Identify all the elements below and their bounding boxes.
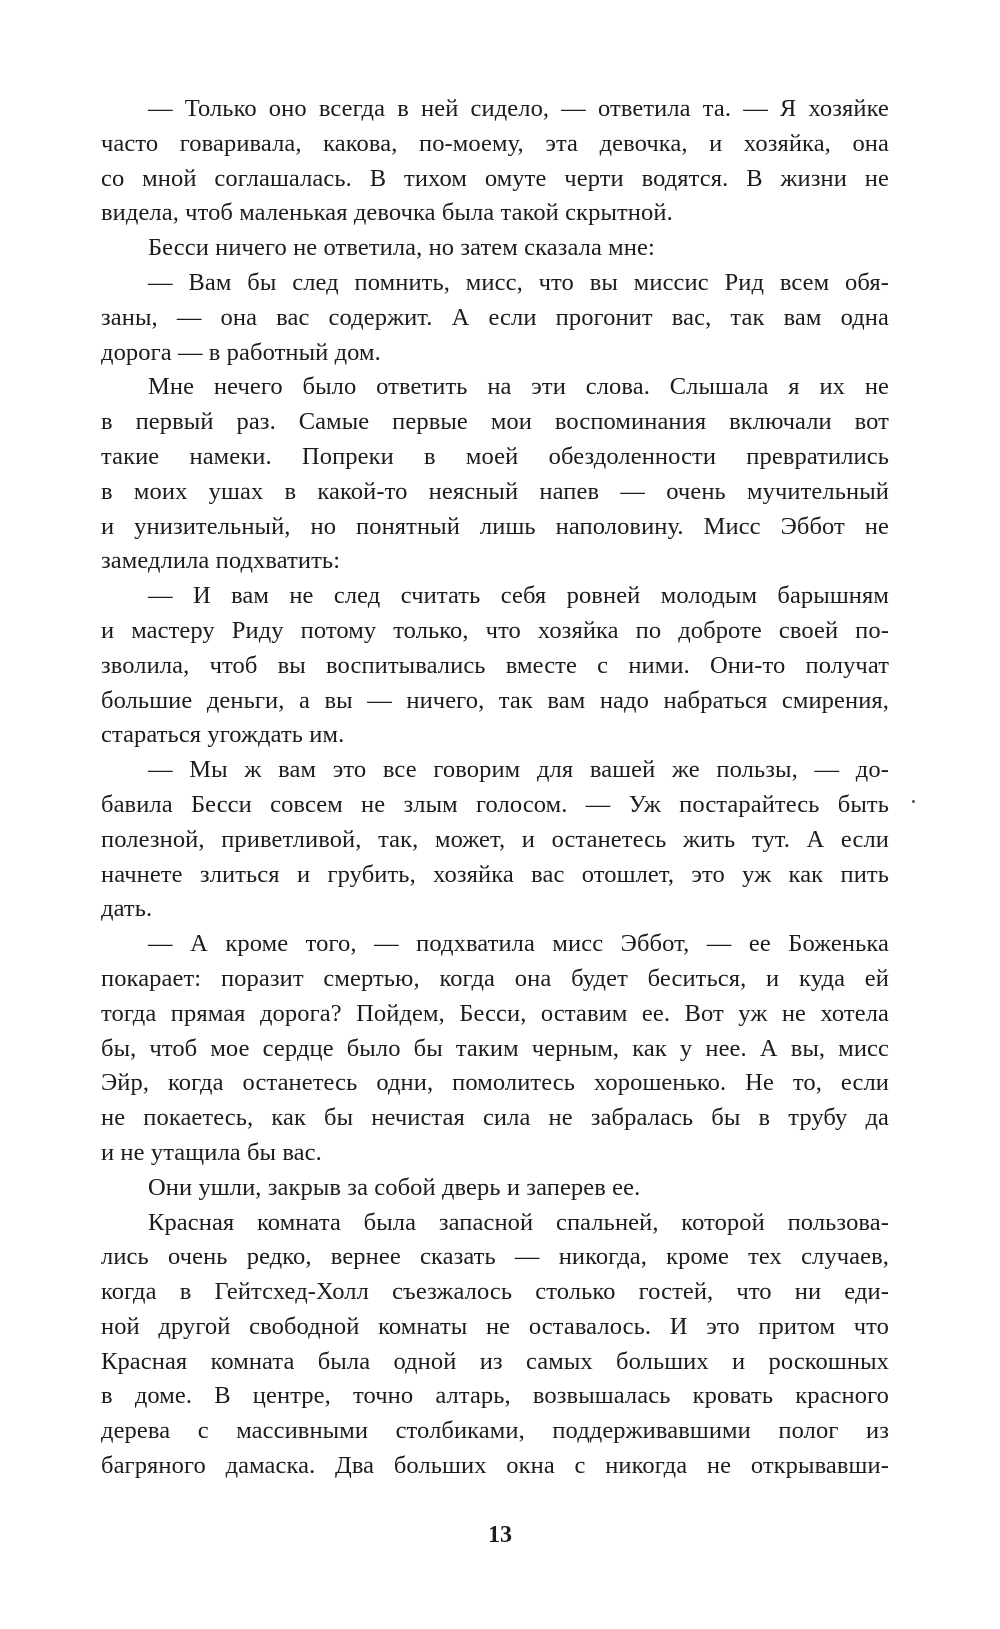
text-line: Эйр, когда останетесь одни, помолитесь хорошенько. Не то, если	[101, 1069, 889, 1097]
text-line: в моих ушах в какой-то неясный напев — очень мучительный	[101, 477, 889, 505]
text-line: — Мы ж вам это все говорим для вашей же пользы, — до-	[148, 756, 889, 784]
text-line: стараться угождать им.	[101, 721, 345, 749]
text-line: и унизительный, но понятный лишь наполовину. Мисс Эббот не	[101, 512, 889, 540]
text-line: со мной соглашалась. В тихом омуте черти водятся. В жизни не	[101, 164, 889, 192]
text-line: — А кроме того, — подхватила мисс Эббот, — ее Боженька	[148, 930, 889, 958]
text-line: Красная комната была одной из самых больших и роскошных	[101, 1347, 889, 1375]
text-line: Красная комната была запасной спальней, которой пользова-	[148, 1208, 889, 1236]
text-line: в первый раз. Самые первые мои воспоминания включали вот	[101, 408, 889, 436]
text-line: зволила, чтоб вы воспитывались вместе с ними. Они-то получат	[101, 651, 889, 679]
body-text	[101, 92, 889, 1484]
text-line: дорога — в работный дом.	[101, 338, 381, 366]
text-line: Мне нечего было ответить на эти слова. Слышала я их не	[148, 373, 889, 401]
text-line: такие намеки. Попреки в моей обездоленности превратились	[101, 442, 889, 470]
text-line: начнете злиться и грубить, хозяйка вас отошлет, это уж как пить	[101, 860, 889, 888]
text-line: — И вам не след считать себя ровней молодым барышням	[148, 582, 889, 610]
text-line: заны, — она вас содержит. А если прогонит вас, так вам одна	[101, 303, 889, 331]
text-line: Бесси ничего не ответила, но затем сказала мне:	[148, 234, 655, 262]
text-line: тогда прямая дорога? Пойдем, Бесси, оставим ее. Вот уж не хотела	[101, 999, 889, 1027]
text-line: полезной, приветливой, так, может, и останетесь жить тут. А если	[101, 825, 889, 853]
text-line: — Только оно всегда в ней сидело, — ответила та. — Я хозяйке	[148, 95, 889, 122]
text-line: покарает: поразит смертью, когда она будет беситься, и куда ей	[101, 964, 889, 992]
text-line: багряного дамаска. Два больших окна с никогда не открывавши-	[101, 1452, 889, 1480]
text-line: бавила Бесси совсем не злым голосом. — Уж постарайтесь быть	[101, 790, 889, 818]
text-line: замедлила подхватить:	[101, 547, 341, 575]
text-line: дерева с массивными столбиками, поддерживавшими полог из	[101, 1417, 889, 1445]
text-line: часто говаривала, какова, по-моему, эта девочка, и хозяйка, она	[101, 129, 889, 157]
text-line: ной другой свободной комнаты не оставалось. И это притом что	[101, 1312, 889, 1340]
text-line: большие деньги, а вы — ничего, так вам надо набраться смирения,	[101, 686, 889, 714]
text-line: бы, чтоб мое сердце было бы таким черным, как у нее. А вы, мисс	[101, 1034, 889, 1062]
print-speck	[912, 800, 915, 803]
text-line: дать.	[101, 895, 153, 923]
text-line: — Вам бы след помнить, мисс, что вы миссис Рид всем обя-	[148, 268, 889, 296]
text-line: лись очень редко, вернее сказать — никогда, кроме тех случаев,	[101, 1243, 889, 1271]
text-line: видела, чтоб маленькая девочка была такой скрытной.	[101, 199, 673, 227]
text-line: не покаетесь, как бы нечистая сила не забралась бы в трубу да	[101, 1104, 889, 1132]
page-number: 13	[488, 1522, 512, 1548]
text-line: в доме. В центре, точно алтарь, возвышалась кровать красного	[101, 1382, 889, 1410]
text-line: и мастеру Риду потому только, что хозяйка по доброте своей по-	[101, 616, 889, 644]
text-line: когда в Гейтсхед-Холл съезжалось столько гостей, что ни еди-	[101, 1278, 889, 1306]
text-line: Они ушли, закрыв за собой дверь и заперев ее.	[148, 1173, 641, 1201]
text-line: и не утащила бы вас.	[101, 1138, 322, 1166]
